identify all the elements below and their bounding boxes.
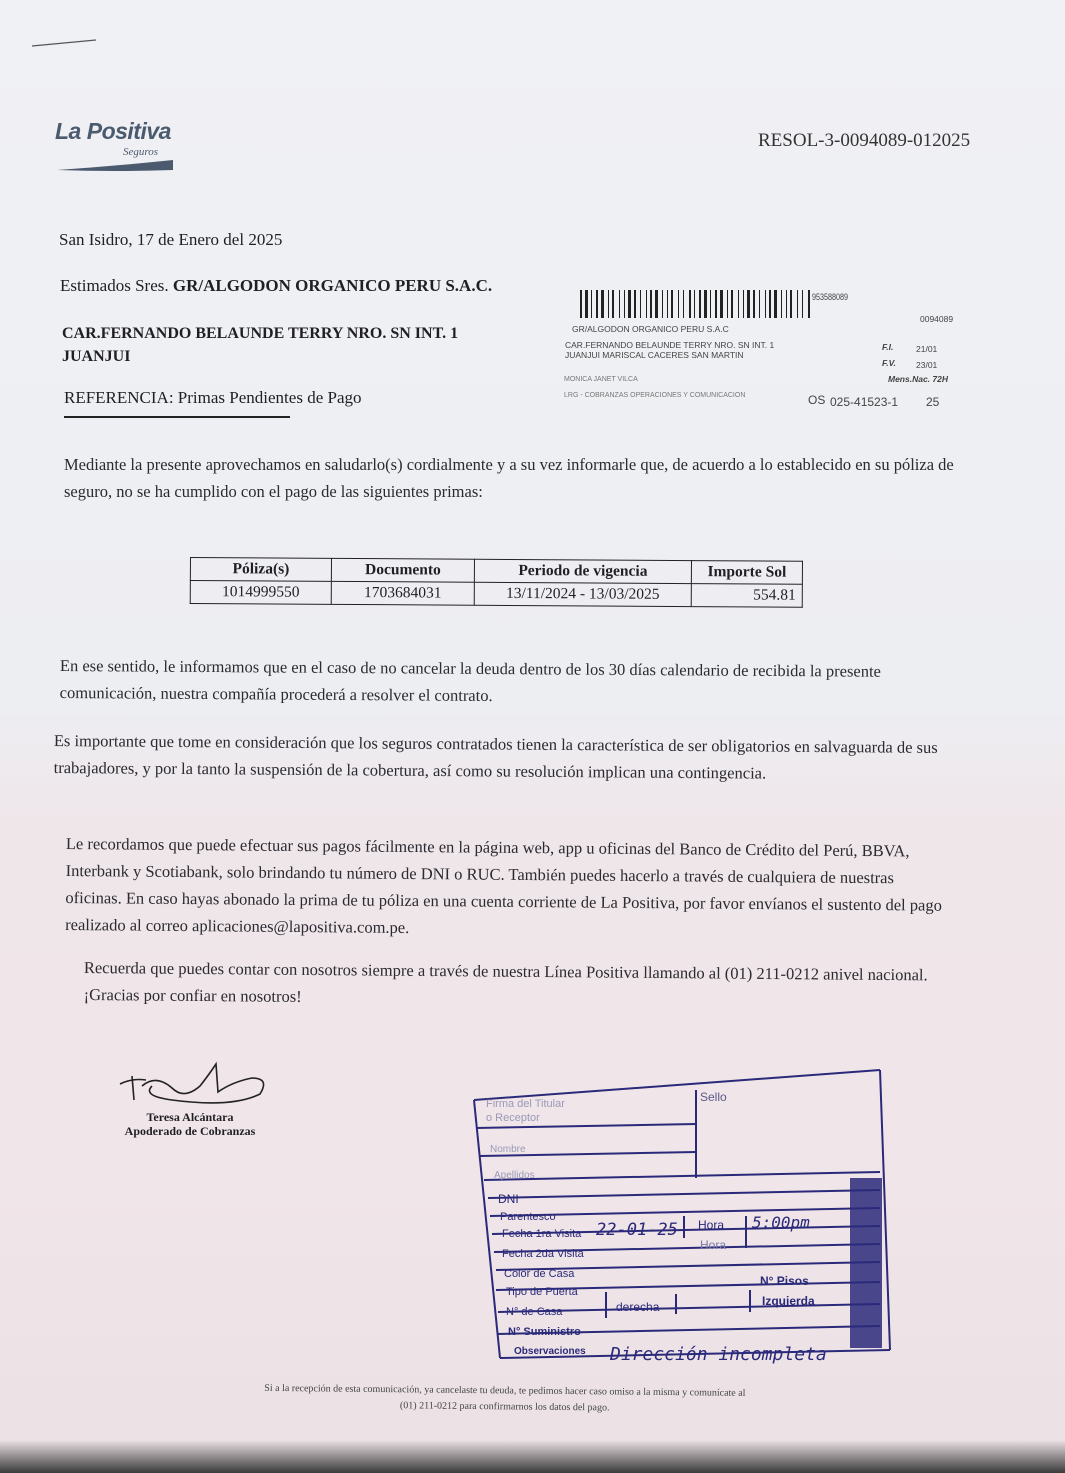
logo-subtext: Seguros: [123, 146, 159, 158]
paragraph-deadline: En ese sentido, le informamos que en el caso de no cancelar la deuda dentro de los 30 días calendario de recibida la presente comunicación, nuestra compañía procederá a resolver el contrato.: [59, 655, 881, 706]
signatory: [110, 1110, 270, 1138]
service-type: Mens.Nac. 72H: [888, 374, 948, 384]
cell-amount: 554.81: [691, 584, 802, 608]
barcode-doc-no: 0094089: [920, 314, 954, 324]
signatory-title: Apoderado de Cobranzas: [124, 1124, 256, 1138]
stamp-observaciones-label: Observaciones: [514, 1346, 586, 1357]
stamp-parentesco-label: Parentesco: [500, 1211, 556, 1223]
paragraph-intro: Mediante la presente aprovechamos en saludarlo(s) cordialmente y a su vez informarle que, de acuerdo a lo establecido en su póliza de seguro, no se ha cumplido con el pago de las siguientes primas:: [64, 455, 954, 501]
barcode-address-2: JUANJUI MARISCAL CACERES SAN MARTIN: [565, 350, 744, 360]
barcode-code: 953588089: [812, 292, 849, 302]
greeting: [60, 276, 492, 296]
stamp-ncasa-label: N° de Casa: [506, 1306, 563, 1318]
paragraph-importance: Es importante que tome en consideración que los seguros contratados tienen la característica de ser obligatorios en salvaguarda de sus trabajadores, y por la tanto la suspensión de la cobertura, así como su resolución implican una contingencia.: [53, 730, 938, 783]
footer-line-2: (01) 211-0212 para confirmarnos los datos del pago.: [399, 1400, 610, 1414]
stamp-apellidos-label: Apellidos: [494, 1170, 535, 1181]
footer-note: [185, 1380, 825, 1419]
footer-line-1: Si a la recepción de esta comunicación, ya cancelaste tu deuda, te pedimos hacer caso omiso a la misma y comunícate al: [264, 1382, 746, 1399]
os-value: 025-41523-1: [830, 395, 899, 409]
logo-swoosh-icon: [55, 156, 175, 176]
signatory-name: Teresa Alcántara: [146, 1110, 234, 1124]
fv-value: 23/01: [916, 360, 938, 370]
address: [62, 322, 482, 368]
stamp-fecha1-value: 22-01-25: [596, 1220, 678, 1240]
fv-label: F.V.: [882, 358, 896, 368]
address-line-2: JUANJUI: [62, 348, 131, 365]
handwritten-signature: [112, 1056, 272, 1112]
company-logo: [55, 118, 195, 178]
stamp-dni-label: DNI: [498, 1192, 519, 1206]
col-amount: Importe Sol: [691, 561, 802, 585]
paragraph-contact: Recuerda que puedes contar con nosotros siempre a través de nuestra Línea Positiva llamando al (01) 211-0212 anivel nacional. ¡Gracias por confiar en nosotros!: [83, 957, 928, 1006]
table-row: [190, 581, 802, 608]
address-line-1: CAR.FERNANDO BELAUNDE TERRY NRO. SN INT. 1: [62, 325, 459, 342]
barcode-person: MONICA JANET VILCA: [564, 376, 638, 383]
col-document: Documento: [331, 558, 474, 582]
barcode-icon: [580, 290, 820, 320]
barcode-address-1: CAR.FERNANDO BELAUNDE TERRY NRO. SN INT. 1: [565, 340, 775, 350]
fi-value: 21/01: [916, 344, 938, 354]
paragraph-payment: Le recordamos que puede efectuar sus pagos fácilmente en la página web, app u oficinas del Banco de Crédito del Perú, BBVA, Interbank y Scotiabank, solo brindando tu número de DNI o RUC. También puedes hacerlo a través de cualquiera de nuestras oficinas. En caso hayas abonado la prima de tu póliza en una cuenta corriente de La Positiva, por favor envíanos el sustento del pago realizado al correo aplicaciones@lapositiva.com.pe.: [65, 833, 942, 937]
stamp-hora1-value: 5:00pm: [752, 1213, 810, 1232]
resolution-number: RESOL-3-0094089-012025: [758, 130, 971, 151]
page-shadow: [0, 1440, 1065, 1473]
stamp-npisos-label: N° Pisos: [760, 1274, 809, 1288]
stamp-tipo-puerta-label: Tipo de Puerta: [506, 1286, 578, 1298]
cell-document: 1703684031: [331, 581, 474, 605]
stamp-fecha1-label: Fecha 1ra Visita: [502, 1228, 582, 1240]
barcode-company: GR/ALGODON ORGANICO PERU S.A.C: [572, 324, 729, 334]
stamp-suministro-label: N° Suministro: [508, 1326, 581, 1338]
delivery-stamp: [470, 1068, 900, 1378]
barcode-label: [560, 286, 970, 416]
stamp-derecha-label: derecha: [616, 1300, 660, 1314]
stamp-hora1-label: Hora: [698, 1218, 725, 1232]
stamp-firma-label-2: o Receptor: [486, 1112, 540, 1124]
cell-policy: 1014999550: [190, 581, 331, 605]
col-period: Periodo de vigencia: [474, 559, 691, 583]
reference: REFERENCIA: Primas Pendientes de Pago: [64, 388, 362, 407]
stamp-color-casa-label: Color de Casa: [504, 1268, 575, 1280]
barcode-department: LRG - COBRANZAS OPERACIONES Y COMUNICACION: [564, 392, 746, 399]
stamp-sello-label: Sello: [700, 1090, 727, 1104]
stamp-observaciones-value: Dirección incompleta: [610, 1344, 827, 1365]
stamp-firma-label: Firma del Titular: [486, 1098, 565, 1110]
company-name: GR/ALGODON ORGANICO PERU S.A.C.: [172, 276, 493, 295]
cell-period: 13/11/2024 - 13/03/2025: [474, 582, 691, 606]
col-policy: Póliza(s): [190, 558, 331, 582]
os-count: 25: [926, 395, 940, 409]
greeting-prefix: Estimados Sres.: [60, 276, 169, 295]
fi-label: F.I.: [882, 342, 894, 352]
logo-text: La Positiva: [55, 118, 171, 144]
stamp-fecha2-label: Fecha 2da Visita: [502, 1248, 584, 1260]
stamp-nombre-label: Nombre: [490, 1144, 526, 1155]
stamp-izquierda-label: Izquierda: [762, 1294, 815, 1308]
reference-underline: [64, 416, 290, 418]
letter-date: San Isidro, 17 de Enero del 2025: [59, 230, 283, 249]
pen-mark: [30, 38, 100, 48]
premiums-table: [190, 557, 803, 608]
stamp-hora2-label: Hora: [700, 1238, 727, 1252]
os-label: OS: [808, 393, 826, 407]
